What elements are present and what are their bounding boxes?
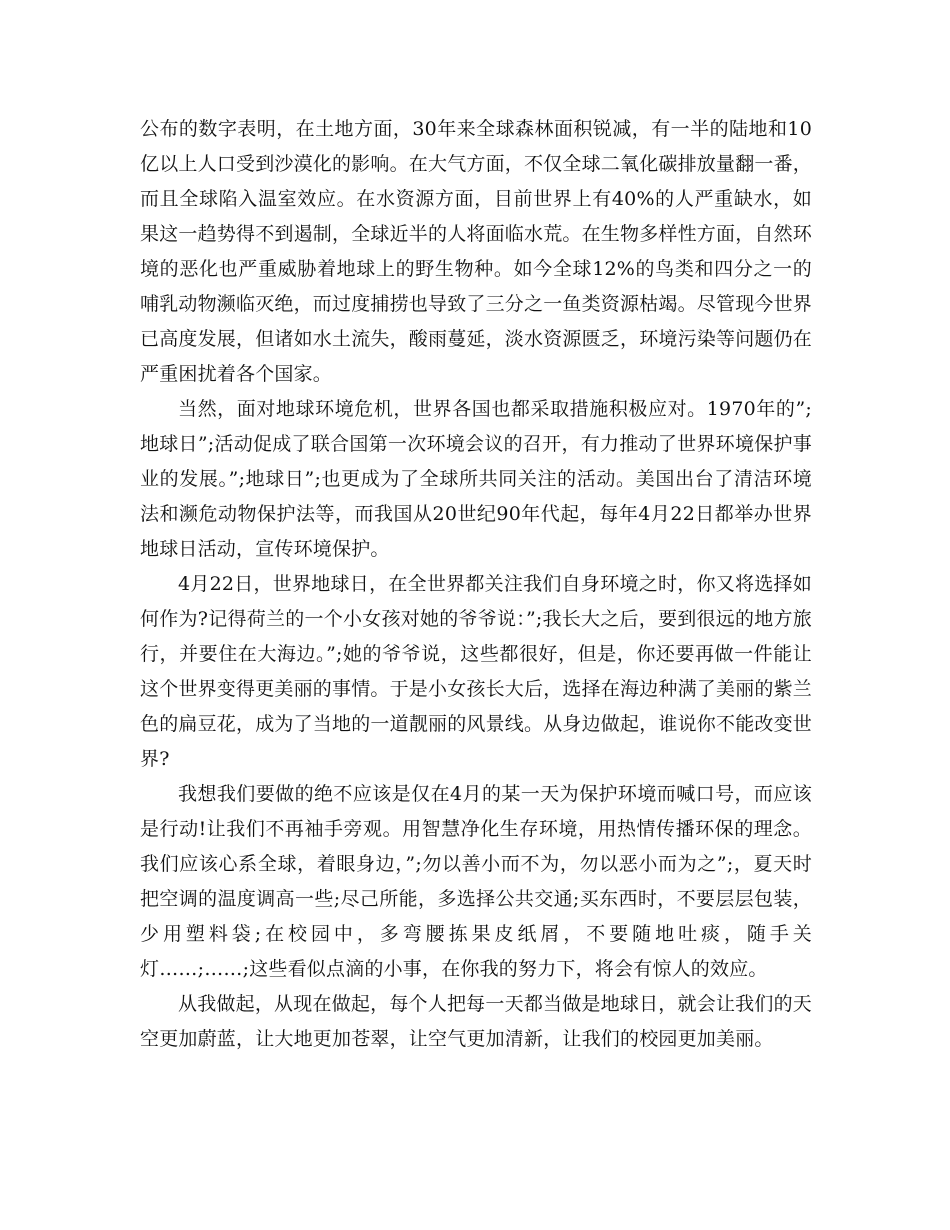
paragraph-5: 从我做起，从现在做起，每个人把每一天都当做是地球日，就会让我们的天空更加蔚蓝，让大地更加苍翠，让空气更加清新，让我们的校园更加美丽。 xyxy=(140,993,812,1050)
paragraph-1: 公布的数字表明，在土地方面，30年来全球森林面积锐减，有一半的陆地和10亿以上人口受到沙漠化的影响。在大气方面，不仅全球二氧化碳排放量翻一番，而且全球陷入温室效应。在水资源方面，目前世界上有40%的人严重缺水，如果这一趋势得不到遏制，全球近半的人将面临水荒。在生物多样性方面，自然环境的恶化也严重威胁着地球上的野生物种。如今全球12%的鸟类和四分之一的哺乳动物濒临灭绝，而过度捕捞也导致了三分之一鱼类资源枯竭。尽管现今世界已高度发展，但诸如水土流失，酸雨蔓延，淡水资源匮乏，环境污染等问题仍在严重困扰着各个国家。 xyxy=(140,118,813,385)
paragraph-2: 当然，面对地球环境危机，世界各国也都采取措施积极应对。1970年的”;地球日”;活动促成了联合国第一次环境会议的召开，有力推动了世界环境保护事业的发展。”;地球日”;也更成为了全球所共同关注的活动。美国出台了清洁环境法和濒危动物保护法等，而我国从20世纪90年代起，每年4月22日都举办世界地球日活动，宣传环境保护。 xyxy=(140,398,812,560)
paragraph-4: 我想我们要做的绝不应该是仅在4月的某一天为保护环境而喊口号，而应该是行动!让我们不再袖手旁观。用智慧净化生存环境，用热情传播环保的理念。我们应该心系全球，着眼身边，”;勿以善小而不为，勿以恶小而为之”;，夏天时把空调的温度调高一些;尽己所能，多选择公共交通;买东西时，不要层层包装，少用塑料袋;在校园中，多弯腰拣果皮纸屑，不要随地吐痰，随手关灯……;……;这些看似点滴的小事，在你我的努力下，将会有惊人的效应。 xyxy=(140,783,812,980)
paragraph-3: 4月22日，世界地球日，在全世界都关注我们自身环境之时，你又将选择如何作为?记得荷兰的一个小女孩对她的爷爷说：”;我长大之后，要到很远的地方旅行，并要住在大海边。”;她的爷爷说，这些都很好，但是，你还要再做一件能让这个世界变得更美丽的事情。于是小女孩长大后，选择在海边种满了美丽的紫兰色的扁豆花，成为了当地的一道靓丽的风景线。从身边做起，谁说你不能改变世界? xyxy=(140,573,813,770)
article-body xyxy=(140,112,812,1057)
